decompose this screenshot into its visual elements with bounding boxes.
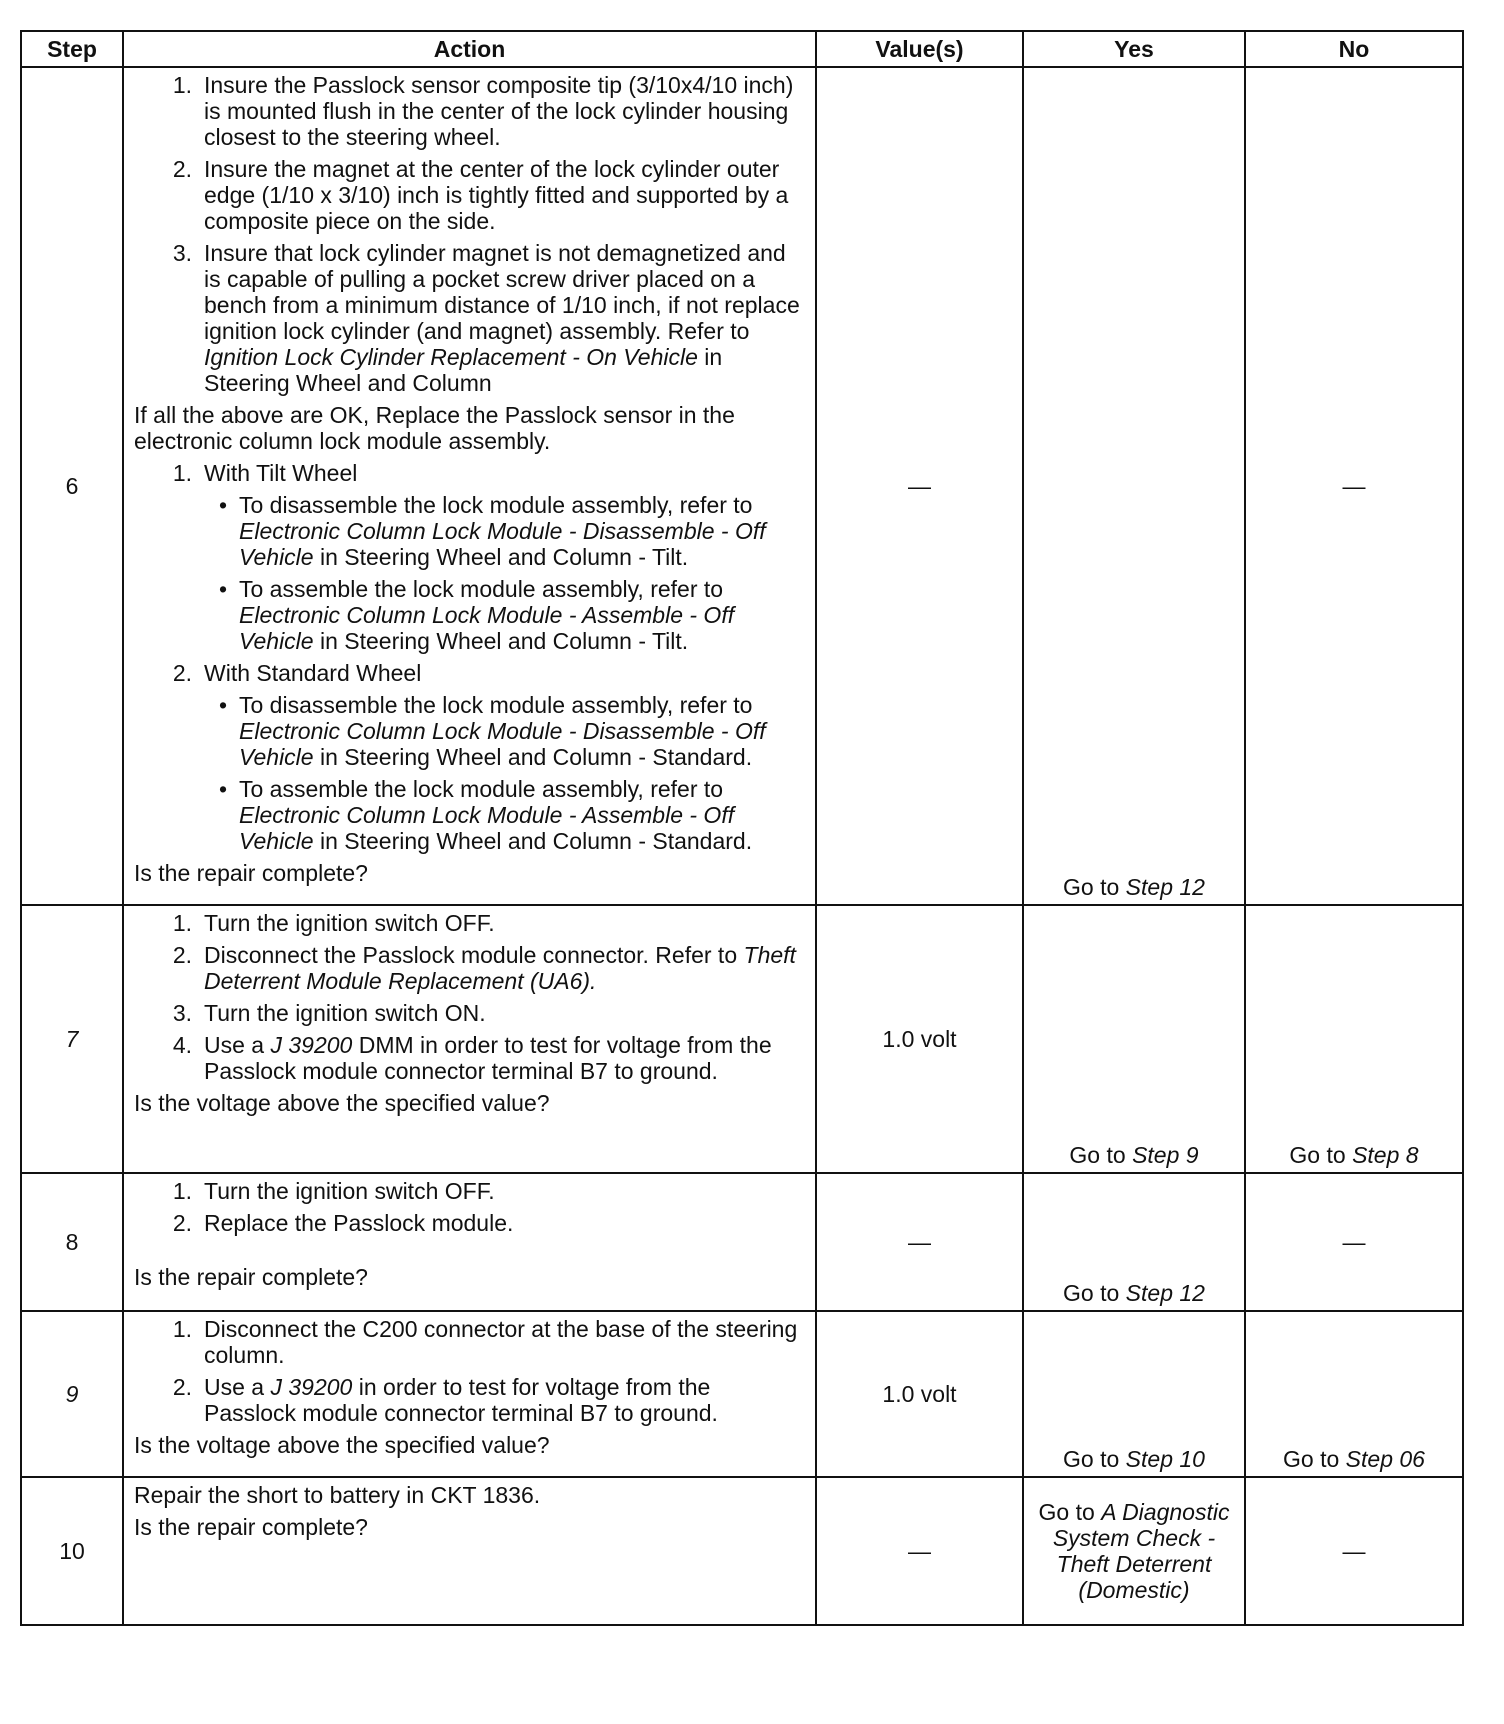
step-number: 6 xyxy=(21,67,123,905)
list-item: 1. Turn the ignition switch OFF. xyxy=(172,1178,495,1204)
list-item: 1. Insure the Passlock sensor composite tip (3/10x4/10 inch) is mounted flush in the center of the lock cylinder housing closest to the steering wheel. xyxy=(172,72,794,150)
reference-link: Electronic Column Lock Module - Assemble - Off Vehicle xyxy=(239,802,735,854)
question: Is the repair complete? xyxy=(134,1514,368,1540)
yes-cell: Go to Step 12 xyxy=(1023,1173,1245,1311)
value-cell: 1.0 volt xyxy=(816,1311,1023,1477)
table-row-step-8 xyxy=(21,1173,1463,1311)
list-item: 3. Turn the ignition switch ON. xyxy=(172,1000,486,1026)
value-cell: — xyxy=(816,1173,1023,1311)
paragraph: If all the above are OK, Replace the Passlock sensor in the electronic column lock module assembly. xyxy=(134,402,735,454)
step-number: 10 xyxy=(21,1477,123,1625)
list-item: 4. Use a J 39200 DMM in order to test for voltage from the Passlock module connector terminal B7 to ground. xyxy=(172,1032,772,1084)
list-item: 2. With Standard Wheel xyxy=(172,660,422,686)
header-step: Step xyxy=(21,31,123,67)
header-values: Value(s) xyxy=(816,31,1023,67)
list-item: 3. Insure that lock cylinder magnet is not demagnetized and is capable of pulling a pocket screw driver placed on a bench from a minimum distance of 1/10 inch, if not replace ignition lock cylinder (and magnet) assembly. Refer to Ignition Lock Cylinder Replacement - On Vehicle in Steering Wheel and Column xyxy=(172,240,800,396)
no-cell: — xyxy=(1245,1173,1463,1311)
list-item: 1. Disconnect the C200 connector at the base of the steering column. xyxy=(172,1316,798,1368)
table-row-step-10 xyxy=(21,1477,1463,1625)
list-item: 1. With Tilt Wheel xyxy=(172,460,358,486)
question: Is the repair complete? xyxy=(134,860,368,886)
question: Is the voltage above the specified value? xyxy=(134,1432,550,1458)
yes-cell: Go to Step 10 xyxy=(1023,1311,1245,1477)
tool-reference: J 39200 xyxy=(270,1032,353,1058)
list-item: 2. Insure the magnet at the center of the lock cylinder outer edge (1/10 x 3/10) inch is tightly fitted and supported by a composite piece on the side. xyxy=(172,156,789,234)
step-link: Step 9 xyxy=(1132,1142,1199,1168)
action-cell xyxy=(123,905,816,1173)
diagnostic-table xyxy=(20,30,1464,1626)
bullet-item: • To disassemble the lock module assembly, refer to Electronic Column Lock Module - Disassemble - Off Vehicle in Steering Wheel and Column - Tilt. xyxy=(218,492,766,570)
list-item: 1. Turn the ignition switch OFF. xyxy=(172,910,495,936)
step-number: 9 xyxy=(21,1311,123,1477)
step-link: A Diagnostic System Check - Theft Deterrent (Domestic) xyxy=(1052,1499,1230,1603)
step-link: Step 12 xyxy=(1125,874,1205,900)
header-yes: Yes xyxy=(1023,31,1245,67)
no-cell: — xyxy=(1245,1477,1463,1625)
no-cell: Go to Step 8 xyxy=(1245,905,1463,1173)
header-action: Action xyxy=(123,31,816,67)
reference-link: Electronic Column Lock Module - Assemble - Off Vehicle xyxy=(239,602,735,654)
yes-cell: Go to Step 9 xyxy=(1023,905,1245,1173)
yes-cell: Go to A Diagnostic System Check - Theft Deterrent (Domestic) xyxy=(1023,1477,1245,1625)
step-link: Step 10 xyxy=(1125,1446,1205,1472)
table-row-step-9 xyxy=(21,1311,1463,1477)
tool-reference: J 39200 xyxy=(270,1374,353,1400)
action-cell xyxy=(123,1173,816,1311)
question: Is the voltage above the specified value? xyxy=(134,1090,550,1116)
action-cell xyxy=(123,1311,816,1477)
bullet-item: • To assemble the lock module assembly, refer to Electronic Column Lock Module - Assemble - Off Vehicle in Steering Wheel and Column - Standard. xyxy=(218,776,753,854)
table-row-step-7 xyxy=(21,905,1463,1173)
action-cell xyxy=(123,1477,816,1625)
value-cell: 1.0 volt xyxy=(816,905,1023,1173)
no-cell: — xyxy=(1245,67,1463,905)
list-item: 2. Use a J 39200 in order to test for voltage from the Passlock module connector terminal B7 to ground. xyxy=(172,1374,718,1426)
list-item: 2. Replace the Passlock module. xyxy=(172,1210,514,1236)
reference-link: Ignition Lock Cylinder Replacement - On Vehicle xyxy=(204,344,698,370)
paragraph: Repair the short to battery in CKT 1836. xyxy=(134,1482,541,1508)
bullet-item: • To assemble the lock module assembly, refer to Electronic Column Lock Module - Assemble - Off Vehicle in Steering Wheel and Column - Tilt. xyxy=(218,576,735,654)
value-cell: — xyxy=(816,67,1023,905)
reference-link: Electronic Column Lock Module - Disassemble - Off Vehicle xyxy=(239,718,766,770)
step-number: 8 xyxy=(21,1173,123,1311)
step-number: 7 xyxy=(21,905,123,1173)
header-row xyxy=(21,31,1463,67)
action-cell xyxy=(123,67,816,905)
no-cell: Go to Step 06 xyxy=(1245,1311,1463,1477)
reference-link: Electronic Column Lock Module - Disassemble - Off Vehicle xyxy=(239,518,766,570)
step-link: Step 8 xyxy=(1352,1142,1419,1168)
bullet-item: • To disassemble the lock module assembly, refer to Electronic Column Lock Module - Disassemble - Off Vehicle in Steering Wheel and Column - Standard. xyxy=(218,692,766,770)
question: Is the repair complete? xyxy=(134,1264,368,1290)
table-row-step-6 xyxy=(21,67,1463,905)
list-item: 2. Disconnect the Passlock module connector. Refer to Theft Deterrent Module Replacement (UA6). xyxy=(172,942,796,994)
header-no: No xyxy=(1245,31,1463,67)
yes-cell: Go to Step 12 xyxy=(1023,67,1245,905)
step-link: Step 12 xyxy=(1125,1280,1205,1306)
reference-link: Theft Deterrent Module Replacement (UA6). xyxy=(204,942,796,994)
value-cell: — xyxy=(816,1477,1023,1625)
step-link: Step 06 xyxy=(1345,1446,1425,1472)
